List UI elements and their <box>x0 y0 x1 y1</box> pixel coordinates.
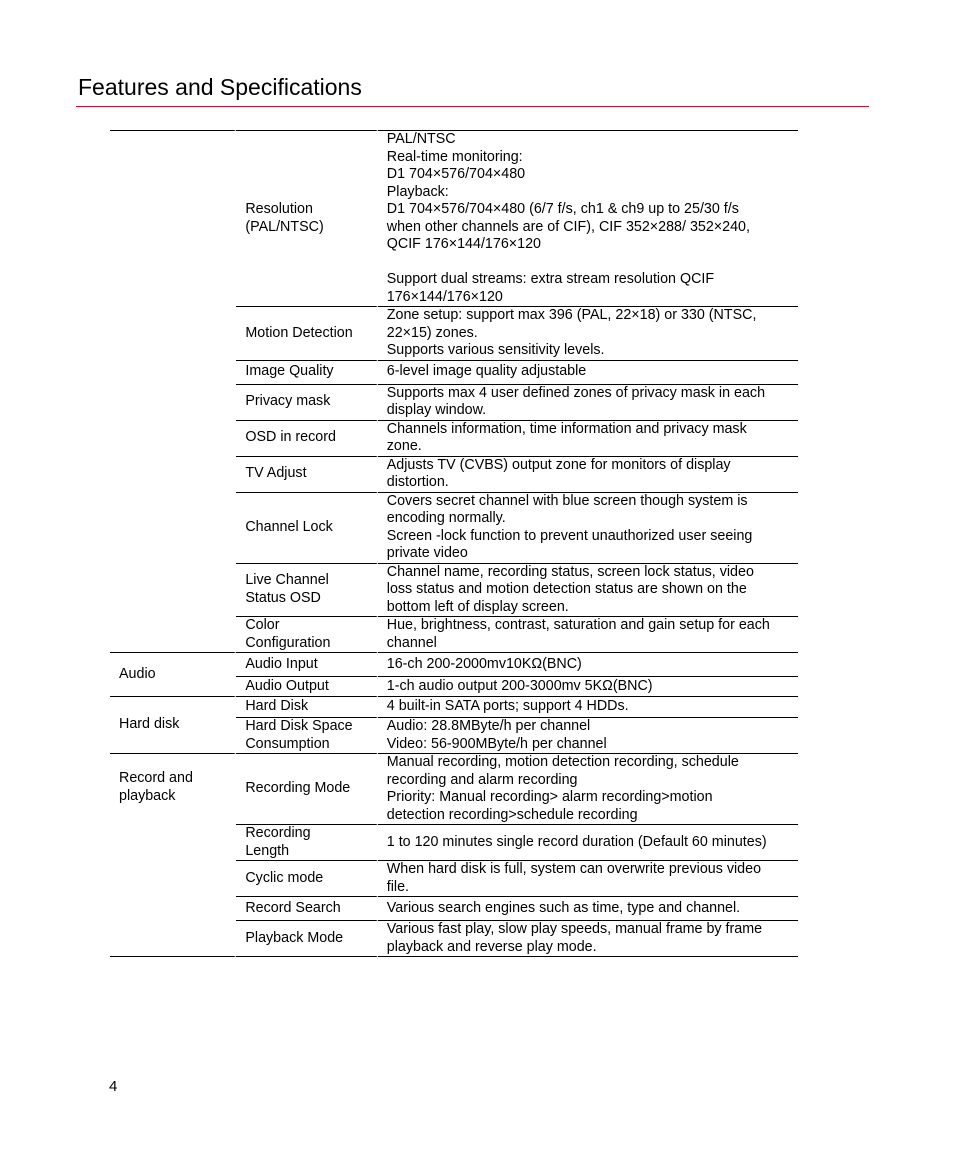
text-line: Record and <box>119 770 193 786</box>
text-line: (PAL/NTSC) <box>245 218 324 235</box>
text-line: Hard Disk <box>245 698 309 715</box>
text-line: Cyclic mode <box>245 869 324 886</box>
text-line: Recording <box>245 825 311 841</box>
feature-cell <box>236 130 377 307</box>
details-cell <box>378 457 798 493</box>
text-line: Priority: Manual recording> alarm recording>motion <box>386 789 713 805</box>
text-line: TV Adjust <box>245 465 307 482</box>
details-cell <box>378 677 798 697</box>
text-line: Recording Mode <box>245 780 351 797</box>
specifications-table <box>110 130 798 957</box>
group-cell-record-playback <box>110 754 236 957</box>
text-line: 4 built-in SATA ports; support 4 HDDs. <box>386 698 629 715</box>
text-line: Audio Input <box>245 655 318 672</box>
text-line: Channels information, time information and privacy mask <box>386 420 747 437</box>
feature-cell <box>236 617 377 653</box>
details-cell <box>378 564 798 618</box>
text-line: Adjusts TV (CVBS) output zone for monitors of display <box>386 456 731 473</box>
blank-line <box>387 254 798 272</box>
text-line: distortion. <box>386 474 449 490</box>
text-line: Channel Lock <box>245 518 333 535</box>
text-line: channel <box>386 634 437 651</box>
details-cell <box>378 361 798 385</box>
feature-cell <box>236 697 377 718</box>
text-line: Support dual streams: extra stream resolution QCIF <box>386 271 715 287</box>
feature-cell <box>236 921 377 957</box>
feature-cell <box>236 493 377 564</box>
details-cell <box>378 861 798 897</box>
text-line: bottom left of display screen. <box>386 598 569 615</box>
text-line: Hard Disk Space <box>245 718 353 734</box>
text-line: Various search engines such as time, type and channel. <box>386 899 741 916</box>
text-line: Various fast play, slow play speeds, manual frame by frame <box>386 921 763 937</box>
details-cell <box>378 697 798 718</box>
text-line: Hue, brightness, contrast, saturation and gain setup for each <box>386 617 770 633</box>
feature-cell <box>236 825 377 861</box>
text-line: Length <box>245 842 290 859</box>
text-line: 1 to 120 minutes single record duration (Default 60 minutes) <box>386 833 767 850</box>
text-line: Supports max 4 user defined zones of privacy mask in each <box>386 384 766 401</box>
text-line: Screen -lock function to prevent unauthorized user seeing <box>386 527 753 544</box>
text-line: Playback Mode <box>245 929 344 946</box>
text-line: Privacy mask <box>245 393 331 410</box>
text-line: Channel name, recording status, screen lock status, video <box>386 563 754 580</box>
text-line: D1 704×576/704×480 <box>386 166 526 182</box>
text-line: Record Search <box>245 899 341 916</box>
table-row <box>110 697 798 718</box>
group-cell-audio <box>110 653 236 697</box>
details-cell <box>378 493 798 564</box>
text-line: Audio: 28.8MByte/h per channel <box>386 718 591 734</box>
details-cell <box>378 130 798 307</box>
text-line: detection recording>schedule recording <box>386 806 638 823</box>
text-line: Supports various sensitivity levels. <box>386 342 605 358</box>
text-line: Video: 56-900MByte/h per channel <box>386 735 607 752</box>
feature-cell <box>236 677 377 697</box>
text-line: loss status and motion detection status are shown on the <box>386 581 747 597</box>
details-cell <box>378 718 798 754</box>
details-cell <box>378 921 798 957</box>
text-line: Live Channel <box>245 572 329 589</box>
text-line: Configuration <box>245 634 331 651</box>
details-cell <box>378 617 798 653</box>
details-cell <box>378 421 798 457</box>
text-line: Hard disk <box>119 716 180 733</box>
feature-cell <box>236 457 377 493</box>
text-line: file. <box>386 878 410 895</box>
text-line: Audio Output <box>245 677 329 694</box>
text-line: When hard disk is full, system can overwrite previous video <box>386 861 762 877</box>
text-line: 6-level image quality adjustable <box>386 363 587 380</box>
text-line: 16-ch 200-2000mv10KΩ(BNC) <box>386 655 582 672</box>
details-cell <box>378 385 798 421</box>
text-line: playback and reverse play mode. <box>386 938 597 955</box>
details-cell <box>378 897 798 921</box>
text-line: Resolution <box>245 201 313 217</box>
group-cell-empty <box>110 130 236 653</box>
text-line: PAL/NTSC <box>386 131 456 147</box>
text-line: 176×144/176×120 <box>386 288 503 305</box>
details-cell <box>378 307 798 361</box>
title-divider <box>76 106 869 107</box>
feature-cell <box>236 861 377 897</box>
text-line: OSD in record <box>245 429 336 446</box>
table-row <box>110 754 798 825</box>
text-line: Audio <box>119 665 156 682</box>
table-row <box>110 653 798 677</box>
text-line: Zone setup: support max 396 (PAL, 22×18) or 330 (NTSC, <box>386 307 757 323</box>
text-line: Playback: <box>386 183 449 200</box>
text-line: D1 704×576/704×480 (6/7 f/s, ch1 & ch9 up to 25/30 f/s <box>386 201 739 217</box>
text-line: recording and alarm recording <box>386 771 578 788</box>
group-cell-hard-disk <box>110 697 236 754</box>
details-cell <box>378 754 798 825</box>
feature-cell <box>236 653 377 677</box>
page-title: Features and Specifications <box>78 74 362 100</box>
text-line: 22×15) zones. <box>386 324 478 341</box>
text-line: Image Quality <box>245 363 334 380</box>
text-line: Color <box>245 617 280 633</box>
feature-cell <box>236 361 377 385</box>
text-line: QCIF 176×144/176×120 <box>386 236 541 252</box>
text-line: zone. <box>386 438 422 454</box>
feature-cell <box>236 385 377 421</box>
feature-cell <box>236 307 377 361</box>
feature-cell <box>236 718 377 754</box>
feature-cell <box>236 754 377 825</box>
text-line: Real-time monitoring: <box>386 148 523 165</box>
text-line: Status OSD <box>245 589 321 606</box>
text-line: encoding normally. <box>386 510 506 526</box>
text-line: 1-ch audio output 200-3000mv 5KΩ(BNC) <box>386 677 653 694</box>
text-line: display window. <box>386 402 487 418</box>
feature-cell <box>236 421 377 457</box>
text-line: Motion Detection <box>245 324 353 341</box>
details-cell <box>378 653 798 677</box>
text-line: Manual recording, motion detection recording, schedule <box>386 754 739 770</box>
page-number: 4 <box>109 1078 118 1095</box>
feature-cell <box>236 897 377 921</box>
details-cell <box>378 825 798 861</box>
text-line: private video <box>386 545 468 561</box>
text-line: Consumption <box>245 735 330 752</box>
table-row <box>110 130 798 307</box>
feature-cell <box>236 564 377 618</box>
text-line: playback <box>119 787 176 804</box>
text-line: Covers secret channel with blue screen though system is <box>386 492 748 509</box>
text-line: when other channels are of CIF), CIF 352×288/ 352×240, <box>386 218 750 235</box>
